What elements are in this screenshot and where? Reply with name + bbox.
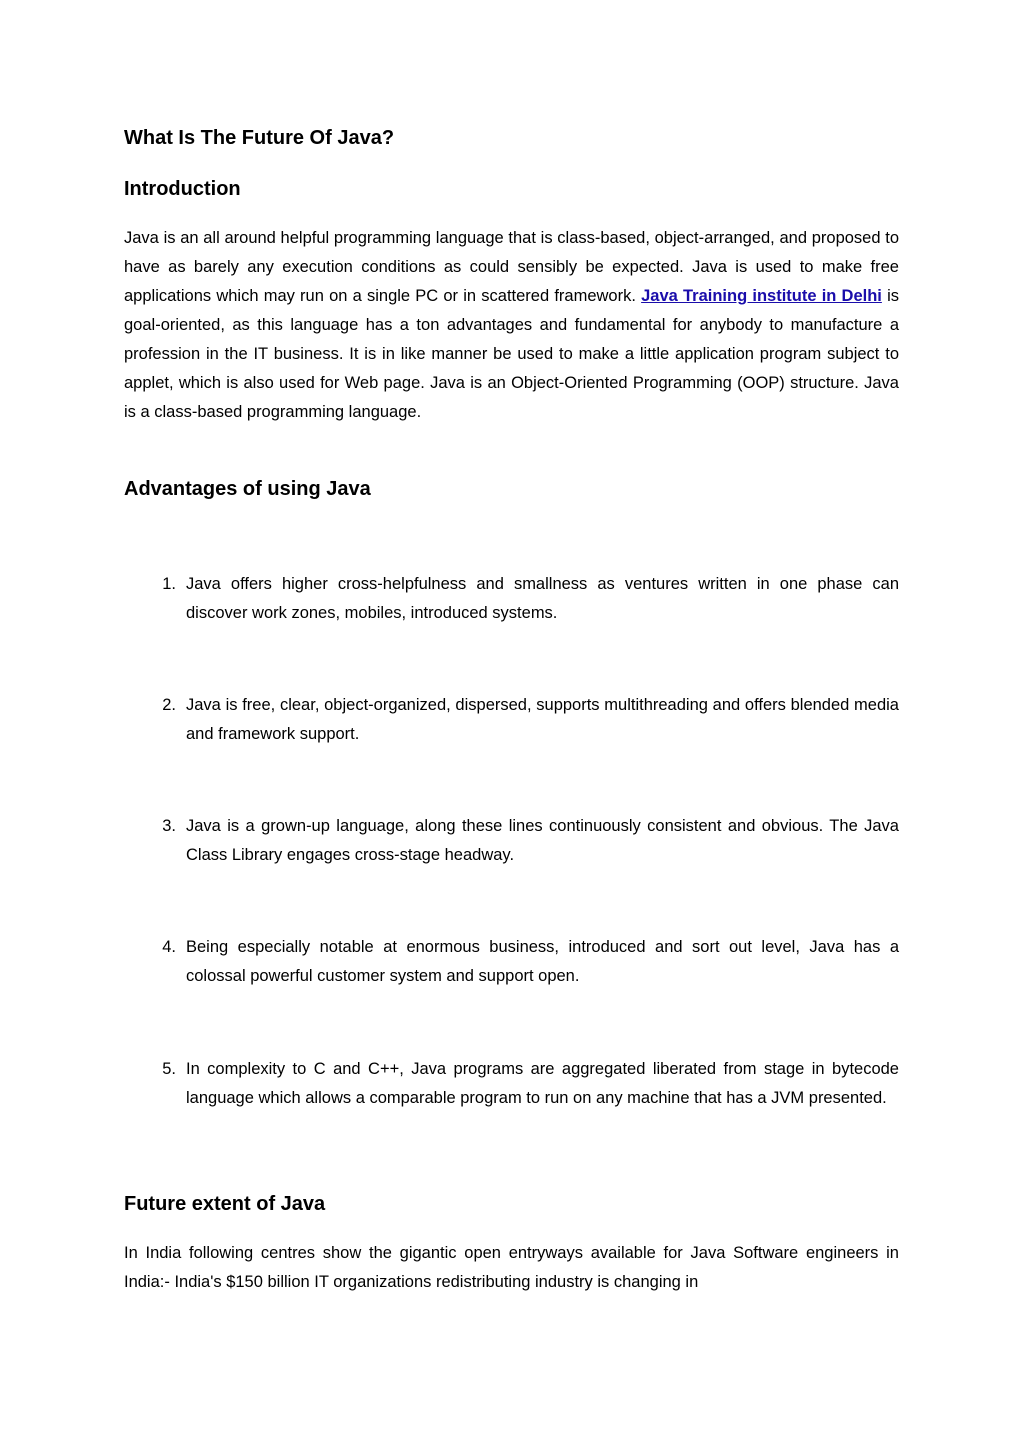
intro-paragraph bbox=[124, 224, 899, 427]
list-item-text: Being especially notable at enormous business, introduced and sort out level, Java has a colossal powerful customer system and support open. bbox=[186, 938, 899, 985]
list-item-text: Java is a grown-up language, along these lines continuously consistent and obvious. The Java Class Library engages cross-stage headway. bbox=[186, 817, 899, 864]
list-item-text: In complexity to C and C++, Java programs are aggregated liberated from stage in bytecode language which allows a comparable program to run on any machine that has a JVM presented. bbox=[186, 1060, 899, 1107]
advantages-heading: Advantages of using Java bbox=[124, 478, 371, 500]
list-item-text: Java is free, clear, object-organized, dispersed, supports multithreading and offers blended media and framework support. bbox=[186, 696, 899, 743]
intro-text-part2: is goal-oriented, as this language has a ton advantages and fundamental for anybody to manufacture a profession in the IT business. It is in like manner be used to make a little application program subject to applet, which is also used for Web page. Java is an Object-Oriented Programming (OOP) structure. Java is a class-based programming language. bbox=[124, 287, 899, 421]
future-heading: Future extent of Java bbox=[124, 1193, 326, 1215]
document-title: What Is The Future Of Java? bbox=[124, 127, 395, 149]
intro-text-part1: Java is an all around helpful programming language that is class-based, object-arranged, and proposed to have as barely any execution conditions as could sensibly be expected. Java is used to make free applications which may run on a single PC or in scattered framework. bbox=[124, 229, 899, 305]
intro-heading: Introduction bbox=[124, 178, 241, 200]
list-item-number: 4. bbox=[162, 938, 176, 956]
java-training-link[interactable]: Java Training institute in Delhi bbox=[641, 287, 882, 305]
list-item-number: 1. bbox=[162, 575, 176, 593]
list-item-number: 2. bbox=[162, 696, 176, 714]
list-item-number: 3. bbox=[162, 817, 176, 835]
list-item-number: 5. bbox=[162, 1060, 176, 1078]
list-item-text: Java offers higher cross-helpfulness and smallness as ventures written in one phase can discover work zones, mobiles, introduced systems. bbox=[186, 575, 899, 622]
future-paragraph: In India following centres show the gigantic open entryways available for Java Software engineers in India:- India's $150 billion IT organizations redistributing industry is changing in bbox=[124, 1244, 899, 1291]
